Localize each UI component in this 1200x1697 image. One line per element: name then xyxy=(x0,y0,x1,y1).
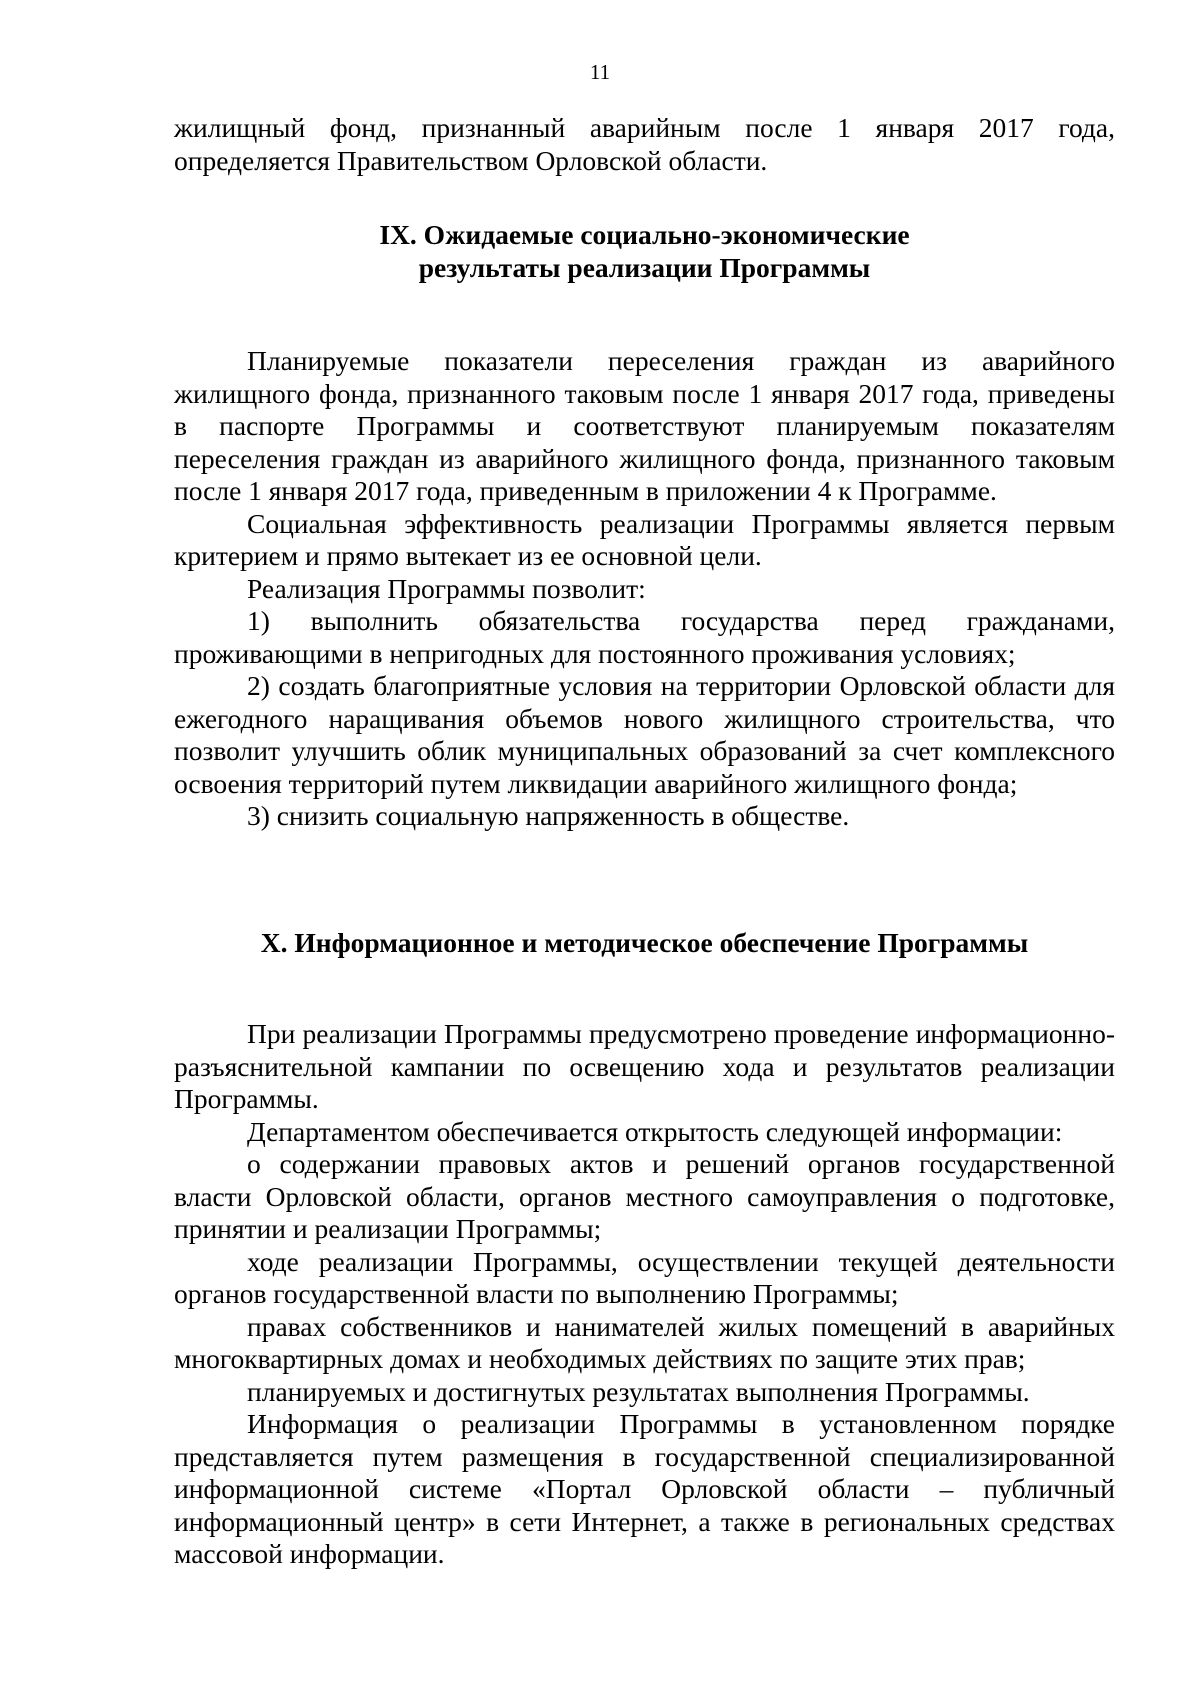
section-9-title-line-2: результаты реализации Программы xyxy=(418,251,871,283)
section-10-heading: X. Информационное и методическое обеспечение Программы xyxy=(260,926,1029,958)
document-body xyxy=(174,112,1115,1571)
section-9-list-item: 2) создать благоприятные условия на территории Орловской области для ежегодного наращивания объемов нового жилищного строительства, что позволит улучшить облик муниципальных образований за счет комплексного освоения территорий путем ликвидации аварийного жилищного фонда; xyxy=(174,670,1115,799)
section-9-heading xyxy=(174,219,1115,284)
section-9-title-line-1: IX. Ожидаемые социально-экономические xyxy=(379,219,910,250)
section-10-list-item: ходе реализации Программы, осуществлении текущей деятельности органов государственной власти по выполнению Программы; xyxy=(174,1245,1115,1309)
section-10-list-item: правах собственников и нанимателей жилых помещений в аварийных многоквартирных домах и необходимых действиях по защите этих прав; xyxy=(174,1310,1115,1374)
section-10-paragraph: При реализации Программы предусмотрено проведение информационно-разъяснительной кампании по освещению хода и результатов реализации Программы. xyxy=(174,1018,1115,1114)
section-9-paragraph: Социальная эффективность реализации Программы является первым критерием и прямо вытекает из ее основной цели. xyxy=(174,507,1115,571)
intro-paragraph: жилищный фонд, признанный аварийным после 1 января 2017 года, определяется Правительством Орловской области. xyxy=(174,112,1115,176)
section-9-list-item: 1) выполнить обязательства государства перед гражданами, проживающими в непригодных для постоянного проживания условиях; xyxy=(174,605,1115,669)
section-9-list-item: 3) снизить социальную напряженность в обществе. xyxy=(247,800,850,831)
section-9-paragraph: Планируемые показатели переселения граждан из аварийного жилищного фонда, признанного таковым после 1 января 2017 года, приведены в паспорте Программы и соответствуют планируемым показателям переселения граждан из аварийного жилищного фонда, признанного таковым после 1 января 2017 года, приведенным в приложении 4 к Программе. xyxy=(174,345,1115,506)
page-number: 11 xyxy=(589,60,611,84)
section-10-list-item: планируемых и достигнутых результатах выполнения Программы. xyxy=(247,1375,1030,1407)
section-10-paragraph: Информация о реализации Программы в установленном порядке представляется путем размещения в государственной специализированной информационной системе «Портал Орловской области – публичный информационный центр» в сети Интернет, а также в региональных средствах массовой информации. xyxy=(174,1408,1115,1569)
section-10-list-item: о содержании правовых актов и решений органов государственной власти Орловской области, органов местного самоуправления о подготовке, принятии и реализации Программы; xyxy=(174,1148,1115,1244)
section-9-paragraph: Реализация Программы позволит: xyxy=(247,572,646,604)
section-10-paragraph: Департаментом обеспечивается открытость следующей информации: xyxy=(247,1115,1063,1147)
